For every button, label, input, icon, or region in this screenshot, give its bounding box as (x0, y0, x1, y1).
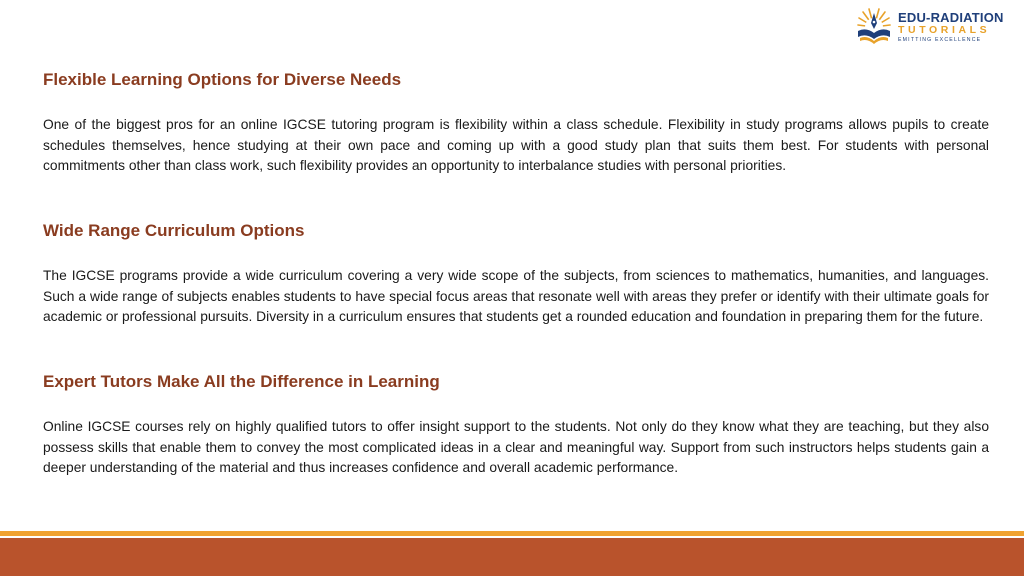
section-body-curriculum: The IGCSE programs provide a wide curriculum covering a very wide scope of the subjects, from sciences to mathematics, humanities, and languages. Such a wide range of subjects enables students to have special focus areas that resonate well with areas they prefer or identify with their ultimate goals for academic or professional pursuits. Diversity in a curriculum ensures that students get a rounded education and foundation in preparing them for the future. (43, 268, 989, 325)
book-pen-sunburst-logo-icon (854, 7, 894, 47)
logo-wordmark-line2: TUTORIALS (898, 24, 991, 37)
section-body-expert-tutors: Online IGCSE courses rely on highly qualified tutors to offer insight support to the students. Not only do they know what they are teaching, but they also possess skills that enable them to convey the most complicated ideas in a clear and meaningful way. Support from such instructors helps students gain a deeper understanding of the material and thus increases confidence and overall academic performance. (43, 419, 989, 476)
logo-tagline: EMITTING EXCELLENCE (898, 36, 982, 43)
section-heading-flexible-learning: Flexible Learning Options for Diverse Needs (43, 70, 402, 89)
footer-accent-line (0, 531, 1024, 536)
brand-logo (854, 6, 1004, 48)
section-body-flexible-learning: One of the biggest pros for an online IGCSE tutoring program is flexibility within a class schedule. Flexibility in study programs allows pupils to create schedules themselves, hence studying at their own pace and coming up with a good study plan that suits them best. For students with personal commitments other than class work, such flexibility provides an opportunity to interbalance studies with personal priorities. (43, 117, 989, 174)
footer-band (0, 538, 1024, 576)
section-heading-expert-tutors: Expert Tutors Make All the Difference in Learning (43, 372, 440, 391)
logo-wordmark-line1: EDU-RADIATION (898, 10, 1004, 26)
section-heading-curriculum: Wide Range Curriculum Options (43, 221, 305, 240)
